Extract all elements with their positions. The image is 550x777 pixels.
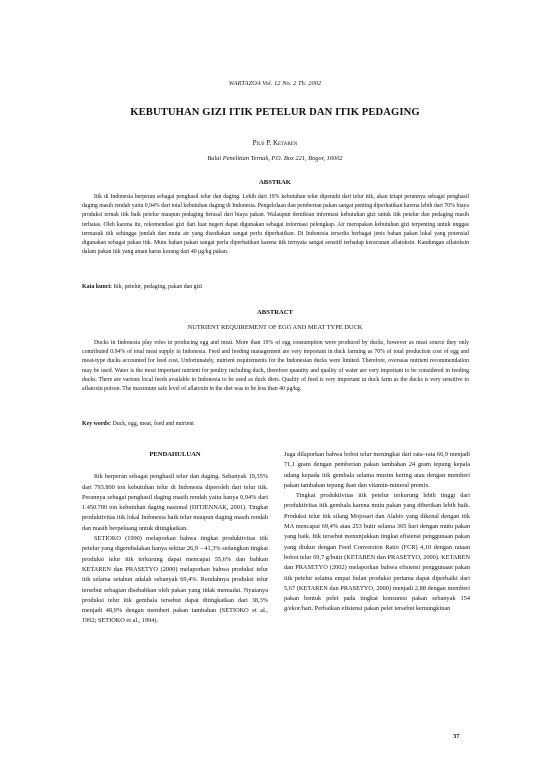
body-column-right <box>284 450 470 615</box>
body-paragraph: Tingkat produktivitas itik petelur terkurung lebih tinggi dari produktivitas itik gembala karena mutu pakan yang diberikan lebih baik. Produksi telur itik silang Mojosari dan Alabio yang dikenal dengan itik MA mencapai 69,4% atau 253 butir selama 365 hari dengan mutu pakan yang baik. Itik tersebut menunjukkan tingkat efisiensi penggunaan pakan yang diukur dengan Feed Conversion Ratio (FCR) 4,10 dengan rataan bobot telur 69,7 g/butir (KETAREN dan PRASETYO, 2000). KETAREN dan PRASETYO (2002) melaporkan bahwa efisiensi penggunaan pakan itik petelur selama empat bulan produksi pertama dapat diperbaiki dari 5,67 (KETAREN dan PRASETYO, 2000) menjadi 2,88 dengan memberi pakan bentuk pelet pada tingkat konsumsi pakan sebanyak 154 g/ekor/hari. Perbaikan efisiensi pakan pelet tersebut kemungkinan <box>284 492 470 613</box>
author: Pius P. Ketaren <box>252 139 298 147</box>
abstract-subheading: NUTRIENT REQUIREMENT OF EGG AND MEAT TYPE DUCK <box>187 324 363 331</box>
intro-heading: PENDAHULUAN <box>149 451 201 458</box>
abstract-text: Ducks in Indonesia play roles in producing egg and meat. More than 19% of egg consumption were produced by ducks, however as meat source they only contributed 0.94% of total meat supply in Indonesia. Feed and feeding management are very important in duck farming as 70% of total production cost of egg and meat-type ducks accounted for feed cost. Unfortunately, nutrient requirements for the Indonesian ducks were limited. Therefore, overseas nutrient recommendation may be used. Water is the most important nutrient for poultry including duck, therefore quantity and quality of water are very important to be considered in feeding ducks. There are various local feeds available in Indonesia to be used as duck diets. Quality of feed is very important in duck farm as the ducks is very sensitive to aflatoxin poison. The maximum safe level of aflatoxin in the diet was to be less than 40 μg/kg. <box>82 340 469 393</box>
abstrak-keywords-label: Kata kunci: <box>82 284 112 290</box>
abstract-keywords-text: Duck, egg, meat, feed and nutrient <box>112 421 194 427</box>
body-paragraph: Juga dilaporkan bahwa bobot telur meningkat dari rata–rata 66,9 menjadi 71,1 gram dengan pemberian pakan tambahan 24 gram tepung kepala udang kepada itik gembala selama musim kering atau dengan memberi pakan tambahan tepung ikan dan vitamin-mineral premix. <box>284 451 470 489</box>
running-header: WARTAZOA Vol. 12 No. 2 Th. 2002 <box>228 80 322 87</box>
abstract-keywords-label: Key words: <box>82 421 111 427</box>
abstract-keywords <box>82 420 469 429</box>
abstrak-keywords <box>82 283 469 292</box>
abstrak-heading: ABSTRAK <box>259 179 291 186</box>
abstract-heading: ABSTRACT <box>257 309 293 316</box>
affiliation: Balai Penelitian Ternak, P.O. Box 221, Bogor, 16002 <box>207 155 343 162</box>
body-paragraph: SETIOKO (1990) melaporkan bahwa tingkat produktivitas itik petelur yang digembalakan hanya sekitar 26,9 – 41,3% sedangkan tingkat produksi telur itik terkurung dapat mencapai 55,6% dan bahkan KETAREN dan PRASETYO (2000) melaporkan bahwa produksi telur itik selama setahun adalah sebanyak 69,4%. Rendahnya produksi telur tersebut sebagian disebabkan oleh pakan yang tidak memadai. Nyatanya produksi telur itik gembala tersebut dapat ditingkatkan dari 38,3% menjadi 48,9% dengan memberi pakan tambahan (SETIOKO et al., 1992; SETIOKO et al., 1994). <box>82 535 268 625</box>
abstrak-text: Itik di Indonesia berperan sebagai penghasil telur dan daging. Lebih dari 19% kebutuhan telur dipenuhi dari telur itik, akan tetapi perannya sebagai penghasil daging masih rendah yaitu 0,94% dari total kebutuhan daging di Indonesia. Pengelolaan dan pemberian pakan sangat penting diperhatikan karena lebih dari 70% biaya produksi ternak itik baik petelur maupun pedaging berasal dari biaya pakan. Walaupun demikian informasi kebutuhan gizi untuk itik petelur dan pedaging masih terbatas. Oleh karena itu, rekomendasi gizi dari luar negeri dapat digunakan sebagai informasi pelengkap. Air merupakan kebutuhan gizi terpenting untuk unggas termasuk itik sehingga jumlah dan mutu air yang disediakan sangat perlu diperhatikan. Di Indonesia tersedia berbagai jenis bahan pakan lokal yang potensial digunakan sebagai pakan itik. Mutu bahan pakan sangat perlu diperhatikan karena itik ternyata sangat sensitif terhadap keracunan aflatoksin. Kandungan aflatoksin dalam pakan itik yang aman harus kurang dari 40 μg/kg pakan. <box>82 194 469 256</box>
page-number: 37 <box>453 733 460 740</box>
abstrak-keywords-text: Itik, petelur, pedaging, pakan dan gizi <box>113 284 203 290</box>
body-paragraph: Itik berperan sebagai penghasil telur dan daging. Sebanyak 19,35% dari 793.800 ton kebutuhan telur di Indonesia diperoleh dari telur itik. Perannya sebagai penghasil daging masih rendah yaitu hanya 0,94% dari 1.450.700 ton kebutuhan daging nasional (DITJENNAK, 2001). Tingkat produktivitas itik lokal Indonesia baik telur maupun daging masih rendah dan masih berpeluang untuk ditingkatkan. <box>82 473 268 532</box>
paper-title: KEBUTUHAN GIZI ITIK PETELUR DAN ITIK PEDAGING <box>130 107 420 118</box>
body-column-left <box>82 450 268 627</box>
